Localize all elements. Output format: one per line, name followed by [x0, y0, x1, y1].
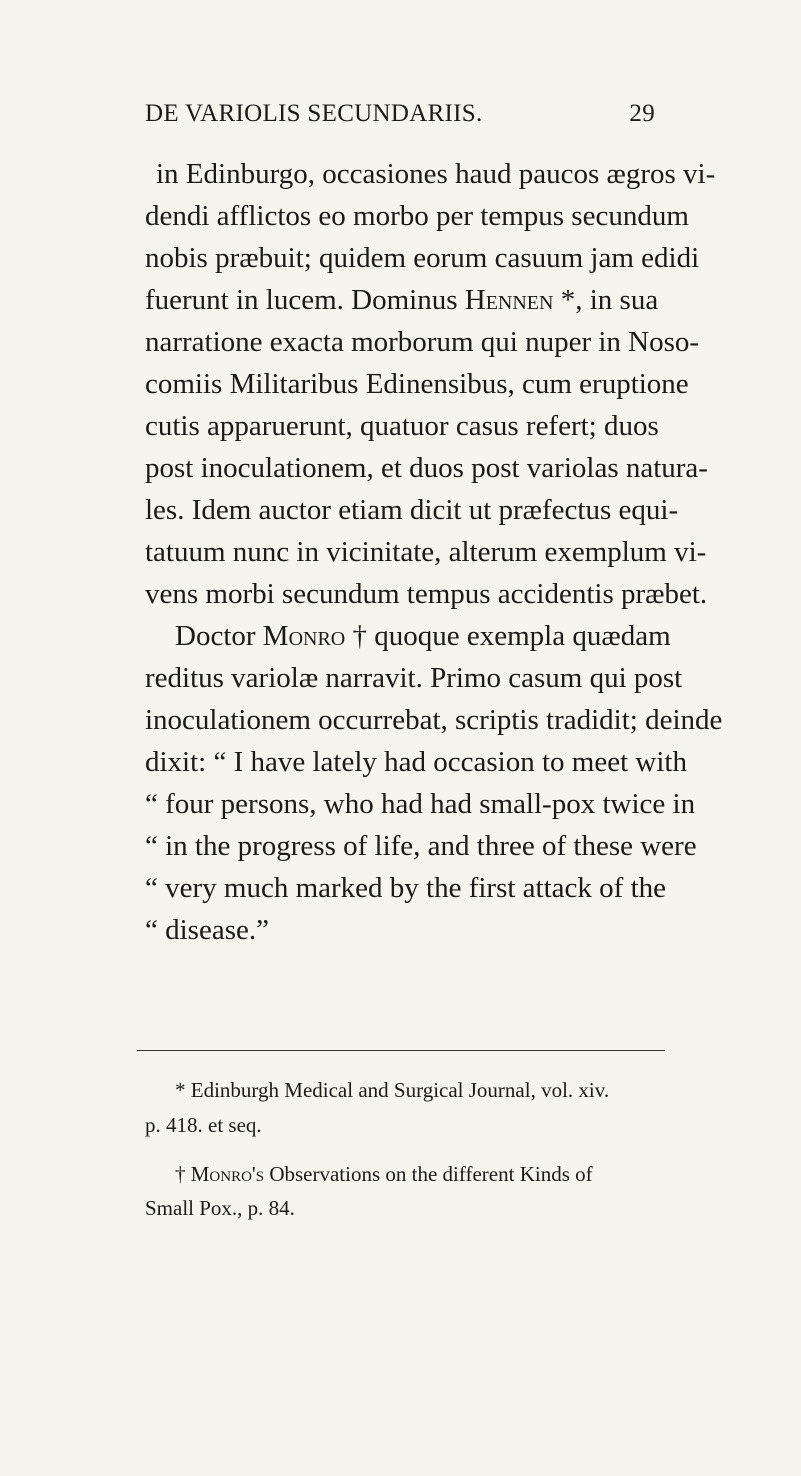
running-header — [145, 100, 655, 128]
running-title: DE VARIOLIS SECUNDARIIS. — [145, 100, 483, 127]
footnote-line: † Monro's Observations on the different Kinds of — [175, 1162, 593, 1186]
text-line: “ four persons, who had had small-pox twice in — [145, 788, 696, 820]
footnote-line: * Edinburgh Medical and Surgical Journal, vol. xiv. — [175, 1078, 610, 1102]
author-name: Monro's — [190, 1162, 265, 1186]
text-line: dixit: “ I have lately had occasion to meet with — [145, 746, 687, 778]
text-line: tatuum nunc in vicinitate, alterum exemplum vi- — [145, 536, 707, 568]
text-line: Doctor Monro † quoque exempla quædam — [175, 620, 671, 652]
text-line: les. Idem auctor etiam dicit ut præfectus equi- — [145, 494, 679, 526]
footnote-line: Small Pox., p. 84. — [145, 1196, 295, 1220]
text-line: cutis apparuerunt, quatuor casus refert; duos — [145, 410, 659, 442]
text-line: fuerunt in lucem. Dominus Hennen *, in sua — [145, 284, 659, 316]
text-line: inoculationem occurrebat, scriptis tradidit; deinde — [145, 704, 723, 736]
text-line: “ disease.” — [145, 914, 269, 946]
text-line: comiis Militaribus Edinensibus, cum eruptione — [145, 368, 689, 400]
text-line: post inoculationem, et duos post variolas natura- — [145, 452, 708, 484]
text-line: dendi afflictos eo morbo per tempus secundum — [145, 200, 689, 232]
footnote-line: p. 418. et seq. — [145, 1113, 262, 1137]
text-line: narratione exacta morborum qui nuper in Noso- — [145, 326, 700, 358]
page-number: 29 — [629, 100, 655, 127]
text-line: “ very much marked by the first attack of the — [145, 872, 666, 904]
text-line: “ in the progress of life, and three of these were — [145, 830, 697, 862]
text-line: vens morbi secundum tempus accidentis præbet. — [145, 578, 708, 610]
author-name: Hennen — [464, 284, 554, 316]
text-line: reditus variolæ narravit. Primo casum qui post — [145, 662, 683, 694]
text-line: nobis præbuit; quidem eorum casuum jam edidi — [145, 242, 700, 274]
footnote-divider — [137, 1050, 665, 1051]
author-name: Monro — [262, 620, 346, 652]
text-line: in Edinburgo, occasiones haud paucos ægros vi- — [156, 158, 716, 190]
